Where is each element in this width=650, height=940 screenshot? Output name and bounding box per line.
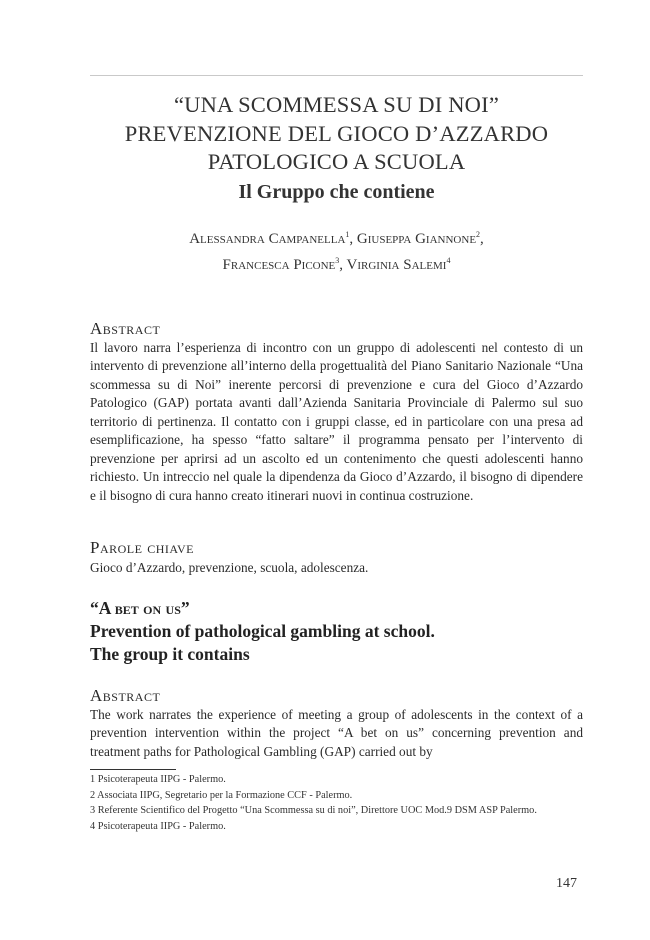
- abstract-heading-it: Abstract: [90, 319, 161, 338]
- footnote: 3 Referente Scientifico del Progetto “Una Scommessa su di noi”, Direttore UOC Mod.9 DSM ASP Palermo.: [90, 805, 537, 816]
- footnote: 4 Psicoterapeuta IIPG - Palermo.: [90, 820, 226, 832]
- keywords-heading: Parole chiave: [90, 538, 194, 557]
- english-title-line-1: “A bet on us”: [90, 598, 190, 618]
- author-line-1: Alessandra Campanella$^1$, Giuseppa Giannone$^2$,: [189, 230, 484, 247]
- footnote-rule: [90, 769, 176, 770]
- page-number: 147: [556, 876, 577, 891]
- title-line-2: PREVENZIONE DEL GIOCO D’AZZARDO: [124, 120, 549, 146]
- author-name: Alessandra Campanella: [189, 231, 346, 247]
- article-subtitle: Il Gruppo che contiene: [238, 180, 435, 203]
- abstract-heading-en: Abstract: [90, 686, 161, 705]
- author-list: [70, 224, 603, 276]
- author-name: Virginia Salemi: [346, 257, 447, 273]
- footnote: 1 Psicoterapeuta IIPG - Palermo.: [90, 774, 226, 785]
- author-mark: 1: [345, 230, 350, 239]
- author-mark: 3: [335, 256, 340, 265]
- author-name: Francesca Picone: [222, 257, 336, 273]
- english-title: [90, 597, 583, 666]
- title-line-3: PATOLOGICO A SCUOLA: [207, 149, 466, 174]
- abstract-paragraph: Il lavoro narra l’esperienza di incontro con un gruppo di adolescenti nel contesto di un intervento di prevenzione all’interno della progettualità del Piano Sanitario Nazionale “Una scommessa su di Noi” inerente percorsi di prevenzione e cura del Gioco d’Azzardo Patologico (GAP) portata avanti dall’Azienda Sanitaria Provinciale di Palermo sul suo territorio di pertinenza. Il contatto con i gruppi classe, ed in particolare con una presa ad esemplificazione, ha spesso “fatto saltare” il programma pensato per l’intervento di prevenzione per aprirsi ad un ascolto ed un contenimento che questi adolescenti hanno richiesto. Un intreccio nel quale la dipendenza da Gioco d’Azzardo, il bisogno di dipendere e il bisogno di cura hanno creato itinerari nuovi in continua costruzione.: [90, 340, 583, 503]
- author-mark: 4: [446, 256, 451, 265]
- article-title: [70, 91, 603, 207]
- keywords-paragraph: Gioco d’Azzardo, prevenzione, scuola, adolescenza.: [90, 560, 369, 575]
- author-name: Giuseppa Giannone: [356, 231, 477, 247]
- top-rule: [90, 75, 583, 76]
- footnotes: [90, 772, 583, 834]
- abstract-text-it: [90, 339, 583, 505]
- footnote: 2 Associata IIPG, Segretario per la Formazione CCF - Palermo.: [90, 789, 353, 801]
- keywords-text: [90, 559, 583, 577]
- abstract-paragraph: The work narrates the experience of meeting a group of adolescents in the context of a prevention intervention within the project “A bet on us” concerning prevention and treatment paths for Pathological Gambling (GAP) carried out by: [90, 707, 583, 759]
- abstract-text-en: [90, 706, 583, 761]
- author-line-2: Francesca Picone$^3$, Virginia Salemi$^4$: [222, 256, 451, 273]
- title-line-1: “UNA SCOMMESSA SU DI NOI”: [173, 92, 500, 117]
- english-title-line-3: The group it contains: [90, 644, 250, 664]
- english-title-line-2: Prevention of pathological gambling at school.: [90, 621, 435, 641]
- author-mark: 2: [476, 230, 481, 239]
